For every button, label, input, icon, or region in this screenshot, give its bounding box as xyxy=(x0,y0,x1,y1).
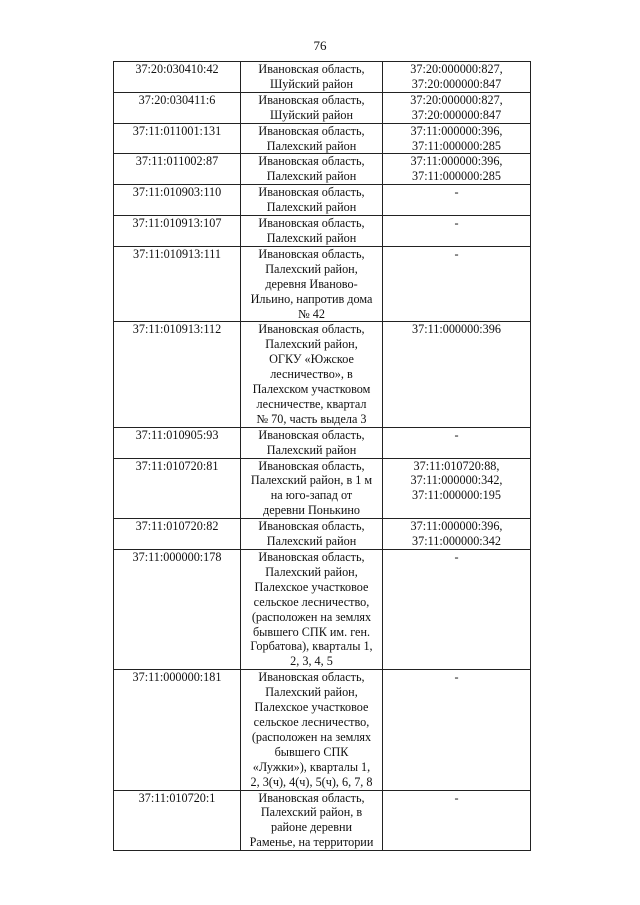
address-cell xyxy=(241,519,383,550)
related-numbers-cell xyxy=(383,790,531,851)
related-numbers-cell xyxy=(383,427,531,458)
table-row xyxy=(114,519,531,550)
address-line: (расположен на землях xyxy=(251,729,372,744)
address-line: Палехский район, xyxy=(265,261,358,276)
address-line: Палехский район, в xyxy=(260,805,363,820)
cadastral-table xyxy=(113,61,531,851)
cadastral-number-cell: 37:11:010913:111 xyxy=(114,246,241,322)
address-line: бывшего СПК xyxy=(274,744,349,759)
related-number-line: - xyxy=(454,216,459,231)
cadastral-number-cell: 37:11:010913:112 xyxy=(114,322,241,427)
cadastral-number-cell: 37:20:030411:6 xyxy=(114,92,241,123)
address-cell xyxy=(241,92,383,123)
address-line: Палехский район, xyxy=(265,337,358,352)
address-line: на юго-запад от xyxy=(270,488,353,503)
cadastral-number-cell: 37:11:010720:82 xyxy=(114,519,241,550)
related-numbers-cell xyxy=(383,550,531,670)
cadastral-number-cell: 37:11:010720:1 xyxy=(114,790,241,851)
related-numbers-cell xyxy=(383,519,531,550)
address-line: Палехский район xyxy=(266,534,357,549)
address-cell xyxy=(241,154,383,185)
address-line: Ивановская область, xyxy=(258,427,365,442)
related-number-line: 37:11:000000:342, xyxy=(410,473,503,488)
address-line: ОГКУ «Южское xyxy=(269,352,354,367)
address-line: Ивановская область, xyxy=(258,92,365,107)
address-line: Ивановская область, xyxy=(258,550,365,564)
cadastral-number-cell: 37:11:010720:81 xyxy=(114,458,241,519)
address-line: Ивановская область, xyxy=(258,185,365,200)
table-row xyxy=(114,62,531,93)
address-cell xyxy=(241,216,383,247)
address-line: Ивановская область, xyxy=(258,216,365,231)
address-line: Ильино, напротив дома xyxy=(250,291,373,306)
cadastral-number-cell: 37:20:030410:42 xyxy=(114,62,241,93)
table-row xyxy=(114,790,531,851)
address-line: Ивановская область, xyxy=(258,123,365,138)
address-cell xyxy=(241,123,383,154)
related-number-line: 37:11:000000:285 xyxy=(412,138,501,153)
address-line: деревни Понькино xyxy=(263,503,360,518)
cadastral-number-cell: 37:11:011001:131 xyxy=(114,123,241,154)
address-line: Шуйский район xyxy=(270,76,353,91)
related-numbers-cell xyxy=(383,185,531,216)
address-line: Палехский район xyxy=(266,230,357,245)
address-line: Палехский район, xyxy=(265,564,358,579)
related-number-line: 37:11:000000:195 xyxy=(412,488,501,503)
address-line: (расположен на землях xyxy=(251,609,372,624)
related-numbers-cell xyxy=(383,216,531,247)
related-numbers-cell xyxy=(383,458,531,519)
address-line: Палехском участковом xyxy=(252,382,371,397)
table-row xyxy=(114,92,531,123)
table-row xyxy=(114,216,531,247)
address-line: № 70, часть выдела 3 xyxy=(256,411,367,426)
address-line: бывшего СПК им. ген. xyxy=(252,624,371,639)
related-number-line: 37:11:000000:396, xyxy=(410,519,503,534)
table-row xyxy=(114,670,531,790)
table-row xyxy=(114,246,531,322)
address-line: Ивановская область, xyxy=(258,246,365,261)
table-row xyxy=(114,458,531,519)
address-line: Палехский район, xyxy=(265,685,358,700)
related-number-line: - xyxy=(454,670,459,685)
address-cell xyxy=(241,185,383,216)
cadastral-number-cell: 37:11:000000:181 xyxy=(114,670,241,790)
address-cell xyxy=(241,246,383,322)
address-line: «Лужки»), кварталы 1, xyxy=(252,759,371,774)
page-number: 76 xyxy=(313,38,327,53)
address-cell xyxy=(241,790,383,851)
related-number-line: 37:20:000000:847 xyxy=(411,76,502,91)
address-line: Шуйский район xyxy=(270,107,353,122)
related-number-line: 37:11:000000:396, xyxy=(410,123,503,138)
address-line: Горбатова), кварталы 1, xyxy=(250,639,373,654)
address-line: Палехский район xyxy=(266,442,357,457)
address-line: районе деревни xyxy=(270,820,352,835)
cadastral-number-cell: 37:11:010905:93 xyxy=(114,427,241,458)
related-number-line: 37:11:000000:396 xyxy=(412,322,501,337)
address-line: деревня Иваново- xyxy=(265,276,358,291)
related-number-line: - xyxy=(454,185,459,200)
cadastral-number-cell: 37:11:000000:178 xyxy=(114,550,241,670)
address-line: Палехское участковое xyxy=(254,700,369,715)
address-line: сельское лесничество, xyxy=(253,714,370,729)
address-line: Ивановская область, xyxy=(258,519,365,534)
related-number-line: 37:20:000000:847 xyxy=(411,107,502,122)
related-number-line: - xyxy=(454,246,459,261)
related-number-line: 37:20:000000:827, xyxy=(410,92,503,107)
address-cell xyxy=(241,427,383,458)
address-line: Палехское участковое xyxy=(254,579,369,594)
address-line: Палехский район xyxy=(266,169,357,184)
cadastral-number-cell: 37:11:010903:110 xyxy=(114,185,241,216)
table-row xyxy=(114,185,531,216)
related-number-line: 37:11:000000:285 xyxy=(412,169,501,184)
related-numbers-cell xyxy=(383,92,531,123)
related-numbers-cell xyxy=(383,123,531,154)
address-line: Палехский район, в 1 м xyxy=(250,473,373,488)
address-line: сельское лесничество, xyxy=(253,594,370,609)
related-numbers-cell xyxy=(383,322,531,427)
address-line: Ивановская область, xyxy=(258,154,365,169)
table-row xyxy=(114,322,531,427)
related-number-line: 37:20:000000:827, xyxy=(410,62,503,76)
address-line: лесничество», в xyxy=(270,367,353,382)
cadastral-number-cell: 37:11:011002:87 xyxy=(114,154,241,185)
address-line: № 42 xyxy=(298,306,325,321)
address-line: Раменье, на территории xyxy=(249,835,374,850)
address-line: лесничестве, квартал xyxy=(256,396,367,411)
address-line: Палехский район xyxy=(266,138,357,153)
related-number-line: - xyxy=(454,550,459,564)
address-cell xyxy=(241,62,383,93)
table-row xyxy=(114,427,531,458)
related-numbers-cell xyxy=(383,62,531,93)
address-line: 2, 3, 4, 5 xyxy=(290,654,333,669)
table-row xyxy=(114,550,531,670)
address-cell xyxy=(241,670,383,790)
address-cell xyxy=(241,550,383,670)
table-row xyxy=(114,123,531,154)
table-body xyxy=(114,62,531,851)
related-numbers-cell xyxy=(383,154,531,185)
table-row xyxy=(114,154,531,185)
address-cell xyxy=(241,322,383,427)
address-line: Ивановская область, xyxy=(258,670,365,685)
address-cell xyxy=(241,458,383,519)
related-numbers-cell xyxy=(383,670,531,790)
related-number-line: 37:11:000000:342 xyxy=(412,534,501,549)
related-number-line: 37:11:000000:396, xyxy=(410,154,503,169)
address-line: Ивановская область, xyxy=(258,62,365,76)
related-number-line: - xyxy=(454,790,459,805)
address-line: 2, 3(ч), 4(ч), 5(ч), 6, 7, 8 xyxy=(250,774,373,789)
related-numbers-cell xyxy=(383,246,531,322)
cadastral-number-cell: 37:11:010913:107 xyxy=(114,216,241,247)
related-number-line: 37:11:010720:88, xyxy=(413,458,500,473)
address-line: Ивановская область, xyxy=(258,458,365,473)
address-line: Палехский район xyxy=(266,200,357,215)
address-line: Ивановская область, xyxy=(258,322,365,337)
related-number-line: - xyxy=(454,427,459,442)
address-line: Ивановская область, xyxy=(258,790,365,805)
